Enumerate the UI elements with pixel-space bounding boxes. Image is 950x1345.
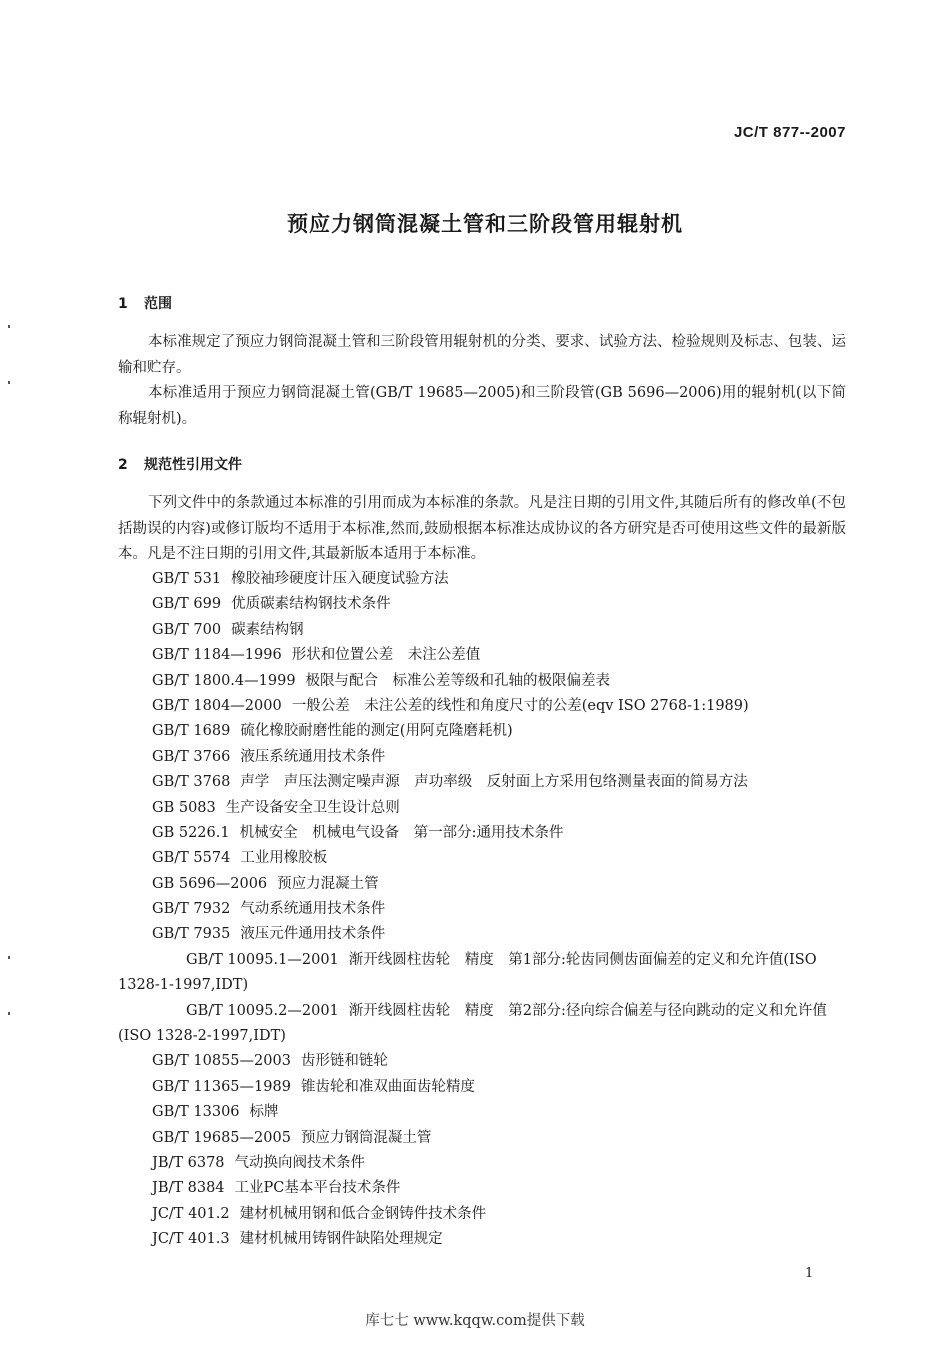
reference-code: GB/T 531 — [152, 571, 222, 587]
reference-title: 建材机械用钢和低合金钢铸件技术条件 — [239, 1205, 487, 1222]
download-footer: 库七七 www.kqqw.com提供下载 — [365, 1313, 585, 1329]
reference-title: 极限与配合 标准公差等级和孔轴的极限偏差表 — [305, 672, 611, 689]
reference-item — [118, 999, 846, 1050]
reference-code: GB/T 10095.1—2001 — [186, 951, 339, 968]
reference-code: GB/T 700 — [152, 621, 222, 638]
reference-title: 液压元件通用技术条件 — [240, 926, 386, 943]
reference-title: 生产设备安全卫生设计总则 — [225, 799, 400, 816]
reference-title: 硫化橡胶耐磨性能的测定(用阿克隆磨耗机) — [240, 723, 513, 740]
reference-title: 锥齿轮和准双曲面齿轮精度 — [300, 1078, 475, 1095]
reference-code: GB/T 19685—2005 — [152, 1129, 291, 1146]
reference-code: GB/T 1804—2000 — [152, 697, 282, 714]
reference-code: GB/T 1800.4—1999 — [152, 672, 296, 689]
reference-item — [118, 618, 846, 643]
scan-speck — [8, 1012, 10, 1015]
reference-code: GB/T 10095.2—2001 — [186, 1002, 339, 1019]
page-title: 预应力钢筒混凝土管和三阶段管用辊射机 — [287, 212, 683, 236]
reference-title: 工业用橡胶板 — [240, 850, 328, 867]
scan-speck — [8, 381, 10, 384]
reference-title: 气动系统通用技术条件 — [240, 901, 386, 918]
reference-title: 液压系统通用技术条件 — [240, 748, 386, 765]
reference-item — [118, 1151, 846, 1176]
reference-title: 形状和位置公差 未注公差值 — [291, 647, 481, 664]
scan-speck — [8, 956, 10, 959]
reference-title: 标牌 — [249, 1104, 279, 1121]
reference-code: JC/T 401.2 — [152, 1205, 230, 1222]
section-heading-normative-references — [118, 454, 242, 474]
reference-item — [118, 1100, 846, 1125]
reference-item — [118, 719, 846, 744]
reference-title: 优质碳素结构钢技术条件 — [231, 596, 391, 613]
reference-title: 一般公差 未注公差的线性和角度尺寸的公差(eqv ISO 2768-1:1989) — [291, 697, 749, 714]
reference-title: 碳素结构钢 — [231, 621, 304, 638]
reference-title: 预应力混凝土管 — [277, 875, 379, 892]
reference-code: GB/T 3766 — [152, 748, 231, 765]
scan-speck — [8, 325, 10, 328]
section-title: 规范性引用文件 — [144, 457, 242, 473]
reference-item — [118, 592, 846, 617]
reference-item — [118, 1202, 846, 1227]
reference-code: GB/T 11365—1989 — [152, 1078, 291, 1095]
reference-code: GB/T 699 — [152, 596, 222, 613]
reference-title: 渐开线圆柱齿轮 精度 第2部分:径向综合偏差与径向跳动的定义和允许值(ISO 1328-2-1997,IDT) — [118, 1002, 827, 1045]
reference-code: GB/T 10855—2003 — [152, 1053, 291, 1070]
reference-code: JB/T 8384 — [152, 1180, 225, 1197]
section-title: 范围 — [144, 296, 172, 312]
section-number: 2 — [118, 457, 128, 473]
reference-item — [118, 1126, 846, 1151]
scope-paragraph-2: 本标准适用于预应力钢筒混凝土管(GB/T 19685—2005)和三阶段管(GB 5696—2006)用的辊射机(以下简称辊射机)。 — [118, 385, 846, 427]
reference-item — [118, 669, 846, 694]
reference-code: GB/T 7932 — [152, 901, 231, 918]
reference-item — [118, 567, 846, 592]
reference-item — [118, 770, 846, 795]
reference-title: 渐开线圆柱齿轮 精度 第1部分:轮齿同侧齿面偏差的定义和允许值(ISO 1328-1-1997,IDT) — [118, 951, 817, 994]
reference-title: 气动换向阀技术条件 — [234, 1155, 366, 1172]
scope-paragraph-1: 本标准规定了预应力钢筒混凝土管和三阶段管用辊射机的分类、要求、试验方法、检验规则及标志、包装、运输和贮存。 — [118, 334, 846, 376]
reference-code: GB/T 1184—1996 — [152, 647, 282, 664]
reference-title: 橡胶袖珍硬度计压入硬度试验方法 — [231, 571, 449, 587]
reference-item — [118, 1176, 846, 1201]
reference-title: 齿形链和链轮 — [300, 1053, 388, 1070]
document-number: JC/T 877--2007 — [733, 124, 846, 141]
reference-item — [118, 643, 846, 668]
section-heading-scope — [118, 293, 172, 313]
reference-item — [118, 948, 846, 999]
reference-item — [118, 821, 846, 846]
reference-code: GB/T 5574 — [152, 850, 231, 867]
reference-title: 机械安全 机械电气设备 第一部分:通用技术条件 — [239, 824, 564, 841]
reference-code: GB/T 1689 — [152, 723, 231, 740]
reference-code: JC/T 401.3 — [152, 1231, 230, 1248]
reference-item — [118, 796, 846, 821]
reference-item — [118, 872, 846, 897]
reference-item — [118, 694, 846, 719]
reference-code: GB/T 3768 — [152, 774, 231, 791]
reference-code: GB 5226.1 — [152, 824, 230, 841]
section-number: 1 — [118, 296, 128, 312]
reference-code: GB/T 13306 — [152, 1104, 240, 1121]
reference-title: 工业PC基本平台技术条件 — [234, 1180, 401, 1197]
reference-item — [118, 1049, 846, 1074]
page-number: 1 — [805, 1266, 814, 1281]
reference-item — [118, 1227, 846, 1252]
reference-code: JB/T 6378 — [152, 1155, 225, 1172]
reference-title: 声学 声压法测定噪声源 声功率级 反射面上方采用包络测量表面的简易方法 — [240, 774, 748, 791]
reference-title: 预应力钢筒混凝土管 — [300, 1129, 432, 1146]
reference-title: 建材机械用铸钢件缺陷处理规定 — [239, 1231, 443, 1248]
reference-code: GB/T 7935 — [152, 926, 231, 943]
references-intro-paragraph: 下列文件中的条款通过本标准的引用而成为本标准的条款。凡是注日期的引用文件,其随后所有的修改单(不包括勘误的内容)或修订版均不适用于本标准,然而,鼓励根据本标准达成协议的各方研究是否可使用这些文件的最新版本。凡是不注日期的引用文件,其最新版本适用于本标准。 — [118, 495, 846, 562]
reference-item — [118, 745, 846, 770]
reference-item — [118, 922, 846, 947]
reference-item — [118, 1075, 846, 1100]
reference-code: GB 5696—2006 — [152, 875, 268, 892]
reference-item — [118, 846, 846, 871]
reference-code: GB 5083 — [152, 799, 216, 816]
reference-list — [118, 567, 846, 1253]
reference-item — [118, 897, 846, 922]
